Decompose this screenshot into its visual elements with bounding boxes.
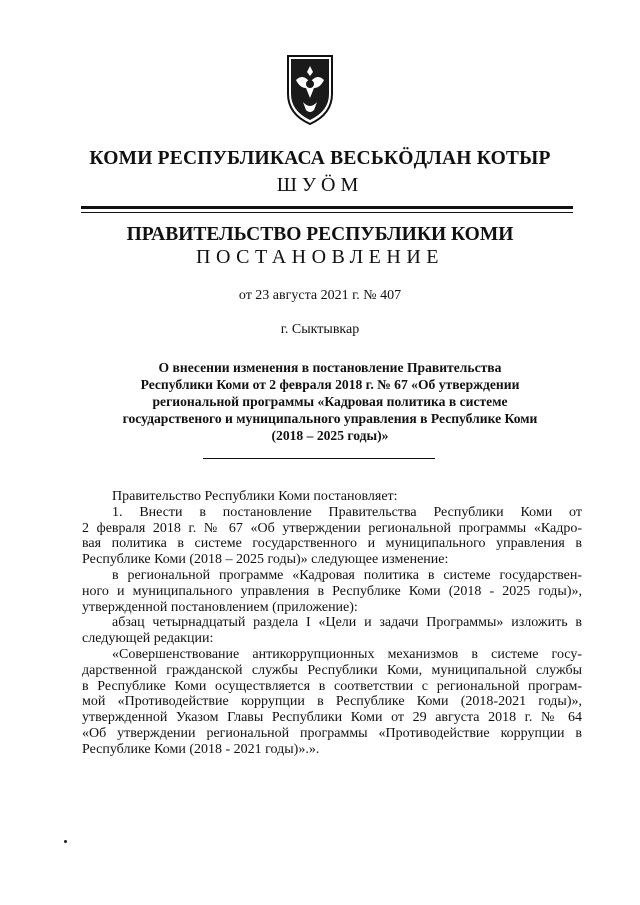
body-line: мой «Противодействие коррупции в Республике Коми (2018-2021 годы)», xyxy=(82,694,582,710)
decree-subtitle: ПОСТАНОВЛЕНИЕ xyxy=(196,246,444,268)
body-line: «Об утверждении региональной программы «Противодействие коррупции в xyxy=(82,725,582,741)
body-line: ного и муниципального управления в Республике Коми (2018 - 2025 годы)», xyxy=(82,583,582,599)
page-mark xyxy=(64,840,67,843)
decree-title-line: региональной программы «Кадровая политика в системе xyxy=(152,394,508,409)
komi-decree-subtitle: ШУӦМ xyxy=(276,174,364,196)
header-divider-thin xyxy=(81,212,573,213)
decree-title-line: Республики Коми от 2 февраля 2018 г. № 67 «Об утверждении xyxy=(140,377,520,392)
body-line: Правительство Республики Коми постановляет: xyxy=(112,489,398,504)
body-line: 1. Внести в постановление Правительства Республики Коми от xyxy=(112,504,582,520)
decree-body xyxy=(82,489,582,758)
body-line: в Республике Коми осуществляется в соответствии с региональной програм- xyxy=(82,678,582,694)
decree-date-number: от 23 августа 2021 г. № 407 xyxy=(238,288,402,303)
body-line: «Совершенствование антикоррупционных механизмов в системе госу- xyxy=(112,646,582,662)
government-title: ПРАВИТЕЛЬСТВО РЕСПУБЛИКИ КОМИ xyxy=(126,224,514,245)
body-line: утвержденной постановлением (приложение): xyxy=(82,599,358,615)
body-line: Республике Коми (2018 – 2025 годы)» следующее изменение: xyxy=(82,552,449,568)
body-line: дарственной гражданской службы Республики Коми, муниципальной службы xyxy=(82,662,582,678)
decree-title-line: О внесении изменения в постановление Правительства xyxy=(158,360,502,375)
body-line: в региональной программе «Кадровая политика в системе государствен- xyxy=(112,567,582,583)
decree-city: г. Сыктывкар xyxy=(280,322,360,337)
body-line: абзац четырнадцатый раздела I «Цели и задачи Программы» изложить в xyxy=(112,615,582,631)
header-divider-thick xyxy=(81,206,573,209)
title-underline xyxy=(203,458,435,459)
body-line: следующей редакции: xyxy=(82,631,214,647)
komi-government-title: КОМИ РЕСПУБЛИКАСА ВЕСЬКӦДЛАН КОТЫР xyxy=(89,148,551,169)
body-line: 2 февраля 2018 г. № 67 «Об утверждении региональной программы «Кадро- xyxy=(82,520,582,536)
body-line: вая политика в системе государственного и муниципального управления в xyxy=(82,536,582,552)
decree-title xyxy=(90,359,570,444)
decree-title-line: государственого и муниципального управления в Республике Коми xyxy=(122,411,538,426)
decree-title-line: (2018 – 2025 годы)» xyxy=(271,428,389,443)
body-line: Республике Коми (2018 - 2021 годы)».». xyxy=(82,741,320,757)
body-line: утвержденной Указом Главы Республики Коми от 29 августа 2018 г. № 64 xyxy=(82,710,582,726)
komi-coat-of-arms-icon xyxy=(286,54,334,126)
